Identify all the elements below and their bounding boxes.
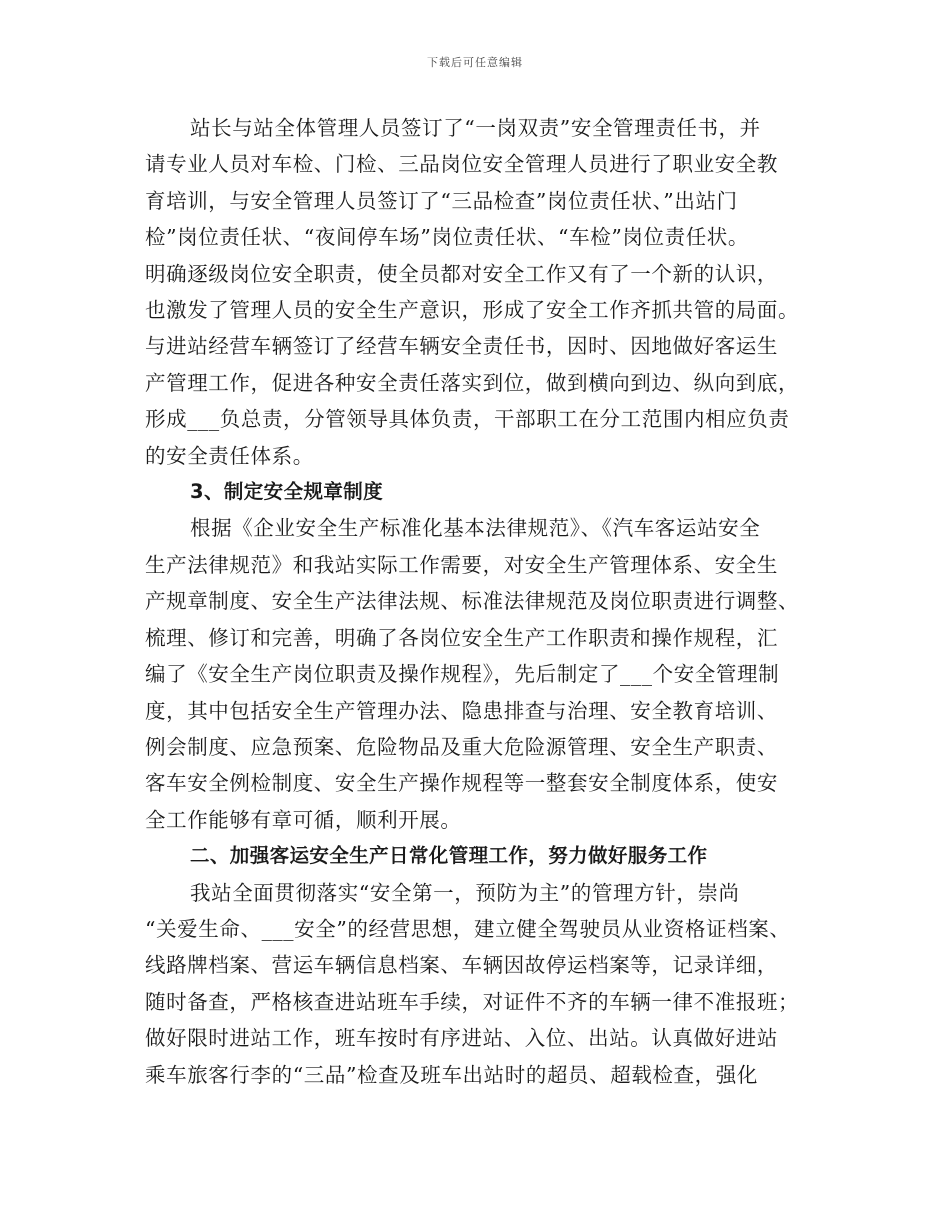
- text-line: 我站全面贯彻落实“安全第一，预防为主”的管理方针，崇尚: [190, 880, 740, 905]
- text-line: 例会制度、应急预案、危险物品及重大危险源管理、安全生产职责、: [145, 734, 778, 759]
- text-line: 的安全责任体系。: [145, 443, 314, 468]
- text-line: 与进站经营车辆签订了经营车辆安全责任书，因时、因地做好客运生: [145, 334, 778, 359]
- text-line: “关爱生命、___安全”的经营思想，建立健全驾驶员从业资格证档案、: [145, 916, 791, 941]
- text-line: 客车安全例检制度、安全生产操作规程等一整套安全制度体系，使安: [145, 771, 778, 796]
- text-line: 请专业人员对车检、门检、三品岗位安全管理人员进行了职业安全教: [145, 152, 778, 177]
- text-line: 线路牌档案、营运车辆信息档案、车辆因故停运档案等，记录详细，: [145, 953, 778, 978]
- text-line: 也激发了管理人员的安全生产意识，形成了安全工作齐抓共管的局面。: [145, 298, 800, 323]
- text-line: 全工作能够有章可循，顺利开展。: [145, 807, 462, 832]
- text-line: 明确逐级岗位安全职责，使全员都对安全工作又有了一个新的认识，: [145, 261, 778, 286]
- paragraph-responsibility: [145, 110, 813, 474]
- text-line: 编了《安全生产岗位职责及操作规程》，先后制定了___个安全管理制: [145, 662, 780, 687]
- text-line: 育培训，与安全管理人员签订了“三品检查”岗位责任状、”出站门: [145, 188, 738, 213]
- text-line: 度，其中包括安全生产管理办法、隐患排查与治理、安全教育培训、: [145, 698, 778, 723]
- text-line: 形成___负总责，分管领导具体负责，干部职工在分工范围内相应负责: [145, 407, 790, 432]
- page-header: 下载后可任意编辑: [427, 56, 523, 69]
- text-line: 站长与站全体管理人员签订了“一岗双责”安全管理责任书，并: [190, 116, 761, 140]
- text-line: 随时备查，严格核查进站班车手续，对证件不齐的车辆一律不准报班；: [145, 989, 800, 1014]
- document-body: [145, 110, 813, 1093]
- section-heading-rules: 3、制定安全规章制度: [190, 480, 384, 504]
- paragraph-daily-management: [145, 875, 813, 1093]
- paragraph-rules: [145, 510, 813, 838]
- text-line: 产管理工作，促进各种安全责任落实到位，做到横向到边、纵向到底，: [145, 370, 800, 395]
- text-line: 产规章制度、安全生产法律法规、标准法律规范及岗位职责进行调整、: [145, 589, 800, 614]
- text-line: 根据《企业安全生产标准化基本法律规范》、《汽车客运站安全: [190, 516, 761, 541]
- section-heading-daily-management: 二、加强客运安全生产日常化管理工作，努力做好服务工作: [190, 844, 708, 868]
- text-line: 做好限时进站工作，班车按时有序进站、入位、出站。认真做好进站: [145, 1026, 778, 1051]
- text-line: 乘车旅客行李的“三品”检查及班车出站时的超员、超载检查，强化: [145, 1062, 758, 1087]
- text-line: 检”岗位责任状、“夜间停车场”岗位责任状、“车检”岗位责任状。: [145, 225, 749, 250]
- text-line: 梳理、修订和完善，明确了各岗位安全生产工作职责和操作规程，汇: [145, 625, 778, 650]
- text-line: 生产法律规范》和我站实际工作需要，对安全生产管理体系、安全生: [145, 552, 778, 577]
